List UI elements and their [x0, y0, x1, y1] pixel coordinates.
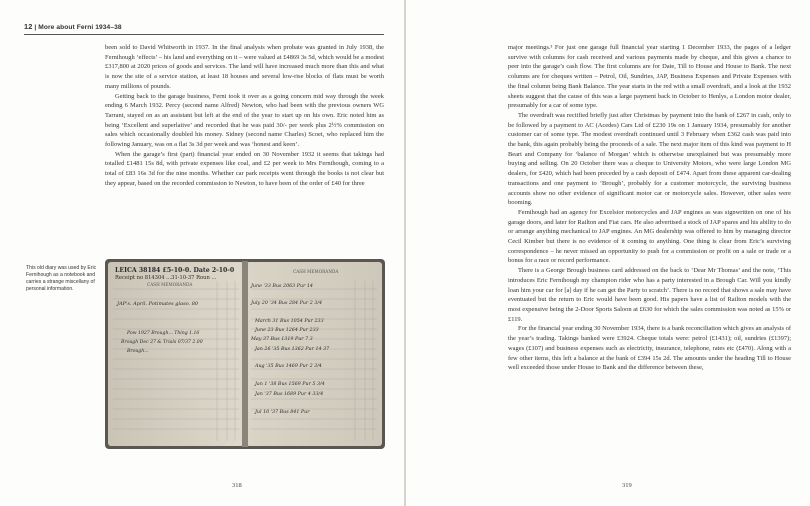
- right-paragraph: Fernihough had an agency for Excelsior motorcycles and JAP engines as was signwritten on one of his garage doors, and later for Railton and Fiat cars. He also advertised a stock of JAP spares and his ability to do or arrange anything mechanical to JAP engines. An MG dealership was offered to him by managing director Cecil Kimber but there is no evidence of it coming to anything. One thing is clear from Eric’s surviving correspondence – he never missed an opportunity to push for a commission or profit on a sale or trade or a bonus for a race or record performance.: [508, 208, 791, 265]
- right-paragraph: For the financial year ending 30 November 1934, there is a bank reconciliation which gives an analysis of the year’s trading. Takings banked were £3924. Cheque totals were: petrol (£1431); oil, sundries (£1397); wages (£107) and business expenses such as electricity, insurance, telephone, rates etc (£470). Along with a few other items, this left a balance at the bank of £394 15s 2d. The amounts under the heading Till to House well exceeded those under House to Bank and the difference between these,: [508, 325, 791, 372]
- diary-title-line: Receipt no 814304 ...31-10-37 Roun ...: [115, 275, 217, 281]
- right-paragraph: There is a George Brough business card addressed on the back to ‘Dear Mr Thomas’ and the note, ‘This introduces Eric Fernihough my champion rider who has a party interested in a Brough Car. Will you kindly loan him your car for [a] day if he can get the Party to scratch’. There is no record that shows a sale may have eventuated but the return to Eric would have been good. His papers have a list of Railton models with the most expensive being the 2-Door Sports Saloon at £630 for which the sales commission was noted as 15% or £119.: [508, 267, 791, 323]
- header-rule: [24, 34, 384, 35]
- diary-title-line: LEICA 38184 £5-10-0. Date 2-10-0: [115, 267, 235, 274]
- folio-right: 319: [622, 482, 632, 489]
- diary-spine: [242, 261, 248, 447]
- diary-entry: June 23 Bus 1264 Pur 233: [255, 328, 319, 333]
- diary-left-leaf: [108, 262, 244, 446]
- left-paragraph: When the garage’s first (part) financial year ended on 30 November 1932 it seems that takings had totalled £1481 15s 8d, with private expenses like coal, and £2 per week to Mrs Fernihough, coming to a total of £83 16s 3d for the nine months. Whether car park receipts went through the books is not clear but they appear, based on the recorded commission to Newton, to have been of the order of £40 for three: [105, 150, 384, 187]
- diary-entry: Jul 10 '37 Bus 841 Pur: [255, 410, 310, 415]
- running-head: [24, 22, 122, 31]
- right-paragraph: The overdraft was rectified briefly just after Christmas by payment into the bank of £267 in cash, only to be followed by a payment to AC (Acedes) Cars Ltd of £230 19s on 1 January 1934, presumably for another customer car of some type. The modest overdraft continued until 3 February when £362 cash was paid into the bank, this again probably being the proceeds of a sale. The next major item of this kind was payment to H Beart and Company for ‘balance of Morgan’ which is otherwise unexplained but was presumably more buying and selling. On 20 October there was a cheque to University Motors, who were large London MG dealers, for £420, which had been preceded by a cash deposit of £474. Apart from these apparent car-dealing transactions and one payment to ‘Brough’, probably for a customer motorcycle, the surviving business accounts show no other evidence of significant motor car or motorcycle sales. However, other sales were booming.: [508, 111, 791, 207]
- running-head-separator: |: [32, 24, 39, 31]
- diary-entry: July 20 '34 Bus 284 Pur 2 3/4: [251, 301, 323, 306]
- diary-entry: Jan '37 Bus 1689 Pur 4 33/4: [255, 392, 324, 397]
- diary-entry: Jan 1 '38 Bus 1569 Pur 5 3/4: [255, 382, 325, 387]
- diary-photo: [105, 259, 385, 449]
- folio-left: 318: [232, 482, 242, 489]
- right-paragraph: major meetings.³ For just one garage full financial year starting 1 December 1933, the pages of a ledger survive with columns for cash received and various payments made by cheque, and this gives a chance to peer into the garage’s cash flow. The first columns are for Date, Till to House and House to Bank. The next columns are for cheques written – Petrol, Oil, Sundries, JAP, Business Expenses and Private Expenses with the final column being Bank Balance. The year starts in the red with a small overdraft, and a look at the 1932 sheets suggest that the cause of this was a large payment back in October to Henlys, a London motor dealer, presumably for a car of some type.: [508, 44, 791, 110]
- right-body-text: [508, 43, 791, 373]
- diary-entry: Brough Dec 27 & Trials 07/37 2.00: [121, 340, 203, 345]
- diary-right-leaf: [246, 262, 382, 446]
- left-paragraph: been sold to David Whitworth in 1937. In the final analysis when probate was granted in July 1938, the Fernihough ‘effects’ – his land and everything on it – were valued at £4869 3s 5d, which would be a modest £317,800 at 2020 prices of goods and services. The land will have increased much more than this and what is now the site of a service station, at least 18 houses and several low-rise blocks of flats must be worth many millions of pounds.: [105, 44, 384, 90]
- diary-entry: Brough...: [127, 349, 149, 354]
- diary-memo-heading-left: CASH MEMORANDA: [147, 282, 193, 287]
- running-head-page-number: 12: [24, 22, 33, 31]
- left-page: [0, 0, 404, 506]
- diary-entry: JAP's. April. Potimates glaso. 80: [117, 301, 199, 307]
- diary-entry: Jan 26 '35 Bus 1362 Pur 14 37: [255, 347, 330, 352]
- running-head-title: More about Ferni 1934–38: [38, 24, 122, 31]
- diary-entry: Aug '35 Bus 1469 Pur 2 3/4: [255, 364, 322, 369]
- diary-entry: Pow 1927 Brough... Thing 1.16: [127, 331, 200, 336]
- diary-memo-heading-right: CASH MEMORANDA: [293, 269, 339, 274]
- photo-caption: This old diary was used by Eric Fernihough as a notebook and carries a strange miscellany of personal information.: [26, 265, 97, 292]
- diary-entry: March 31 Bus 1054 Pur 233: [255, 319, 324, 324]
- diary-entry: May 37 Bus 1319 Pur 7 3: [251, 337, 313, 342]
- left-body-text: [105, 43, 384, 189]
- diary-entry: June '33 Bus 2063 Pur 14: [251, 284, 313, 289]
- left-paragraph: Getting back to the garage business, Ferni took it over as a going concern mid way through the week ending 6 March 1932. Percy (second name Alfred) Newton, who had been with the previous owners WG Tarrant, stayed on as an assistant but left at the end of the year to start up on his own. Eric noted him as being ‘Excellent and superlative’ and recorded that he was paid 30/- per week plus 2½% commission on sales which occasionally doubled his money. Sidney (second name Charles) Scoet, who replaced him the following January, was on a flat 3s 3d per week and was ‘honest and keen’.: [105, 92, 384, 149]
